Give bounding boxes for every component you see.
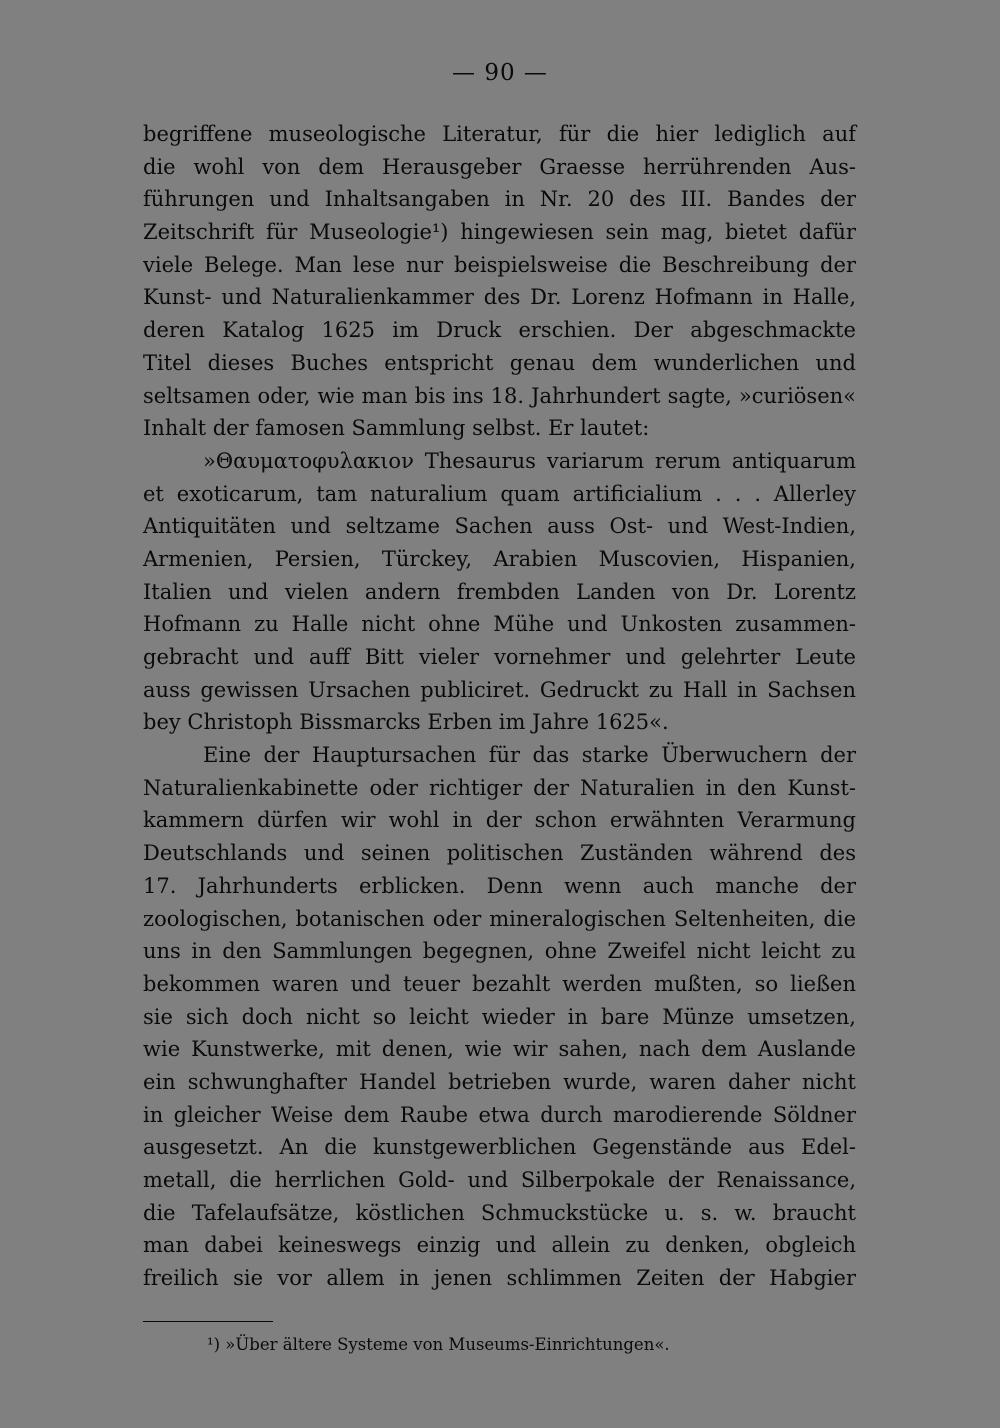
text-line: et exoticarum, tam naturalium quam artificialium . . . Allerley (143, 481, 856, 506)
footnote: ¹) »Über ältere Systeme von Museums-Einrichtungen«. (207, 1335, 670, 1354)
text-line: sie sich doch nicht so leicht wieder in bare Münze umsetzen, (143, 1004, 856, 1029)
text-line: Naturalienkabinette oder richtiger der Naturalien in den Kunst- (143, 775, 856, 800)
text-line: metall, die herrlichen Gold- und Silberpokale der Renaissance, (143, 1168, 856, 1192)
text-line: Armenien, Persien, Türckey, Arabien Muscovien, Hispanien, (143, 546, 856, 571)
text-line: Kunst- und Naturalienkammer des Dr. Lorenz Hofmann in Halle, (143, 285, 856, 310)
text-line: Inhalt der famosen Sammlung selbst. Er lautet: (143, 416, 650, 441)
text-line: Italien und vielen andern frembden Landen von Dr. Lorentz (143, 579, 856, 604)
text-line: begriffene museologische Literatur, für die hier lediglich auf (143, 122, 856, 146)
text-line: ein schwunghafter Handel betrieben wurde, waren daher nicht (143, 1069, 856, 1094)
text-line: in gleicher Weise dem Raube etwa durch marodierende Söldner (143, 1102, 856, 1127)
footnote-divider (143, 1321, 273, 1322)
page-number: — 90 — (452, 60, 548, 86)
text-line: die wohl von dem Herausgeber Graesse herrührenden Aus- (143, 154, 856, 179)
text-line: auss gewissen Ursachen publiciret. Gedruckt zu Hall in Sachsen (143, 677, 856, 702)
text-line: wie Kunstwerke, mit denen, wie wir sahen, nach dem Auslande (143, 1037, 856, 1062)
text-line: bey Christoph Bissmarcks Erben im Jahre 1625«. (143, 710, 669, 735)
text-line: Antiquitäten und seltzame Sachen auss Ost- und West-Indien, (143, 514, 856, 539)
text-line: Eine der Hauptursachen für das starke Überwuchern der (203, 743, 856, 768)
text-line: die Tafelaufsätze, köstlichen Schmuckstücke u. s. w. braucht (143, 1200, 856, 1225)
text-line: führungen und Inhaltsangaben in Nr. 20 des III. Bandes der (143, 187, 856, 212)
text-line: man dabei keineswegs einzig und allein zu denken, obgleich (143, 1233, 856, 1258)
text-line: deren Katalog 1625 im Druck erschien. Der abgeschmackte (143, 318, 856, 343)
text-line: zoologischen, botanischen oder mineralogischen Seltenheiten, die (143, 906, 856, 931)
text-line: Deutschlands und seinen politischen Zuständen während des (143, 841, 856, 866)
text-line: uns in den Sammlungen begegnen, ohne Zweifel nicht leicht zu (143, 939, 856, 964)
text-line: freilich sie vor allem in jenen schlimmen Zeiten der Habgier (143, 1266, 856, 1291)
text-line: kammern dürfen wir wohl in der schon erwähnten Verarmung (143, 808, 856, 833)
text-line: 17. Jahrhunderts erblicken. Denn wenn auch manche der (143, 873, 856, 898)
text-line: Titel dieses Buches entspricht genau dem wunderlichen und (143, 350, 856, 375)
body-text (143, 118, 856, 1295)
text-line: seltsamen oder, wie man bis ins 18. Jahrhundert sagte, »curiösen« (143, 383, 856, 408)
text-line: ausgesetzt. An die kunstgewerblichen Gegenstände aus Edel- (143, 1135, 856, 1160)
text-line: Hofmann zu Halle nicht ohne Mühe und Unkosten zusammen- (143, 612, 856, 637)
text-line: bekommen waren und teuer bezahlt werden mußten, so ließen (143, 971, 856, 996)
text-line: gebracht und auff Bitt vieler vornehmer und gelehrter Leute (143, 645, 856, 669)
text-line: »Θαυματοφυλακιον Thesaurus variarum rerum antiquarum (203, 448, 856, 473)
text-line: viele Belege. Man lese nur beispielsweise die Beschreibung der (143, 252, 856, 277)
text-line: Zeitschrift für Museologie¹) hingewiesen sein mag, bietet dafür (143, 220, 856, 245)
